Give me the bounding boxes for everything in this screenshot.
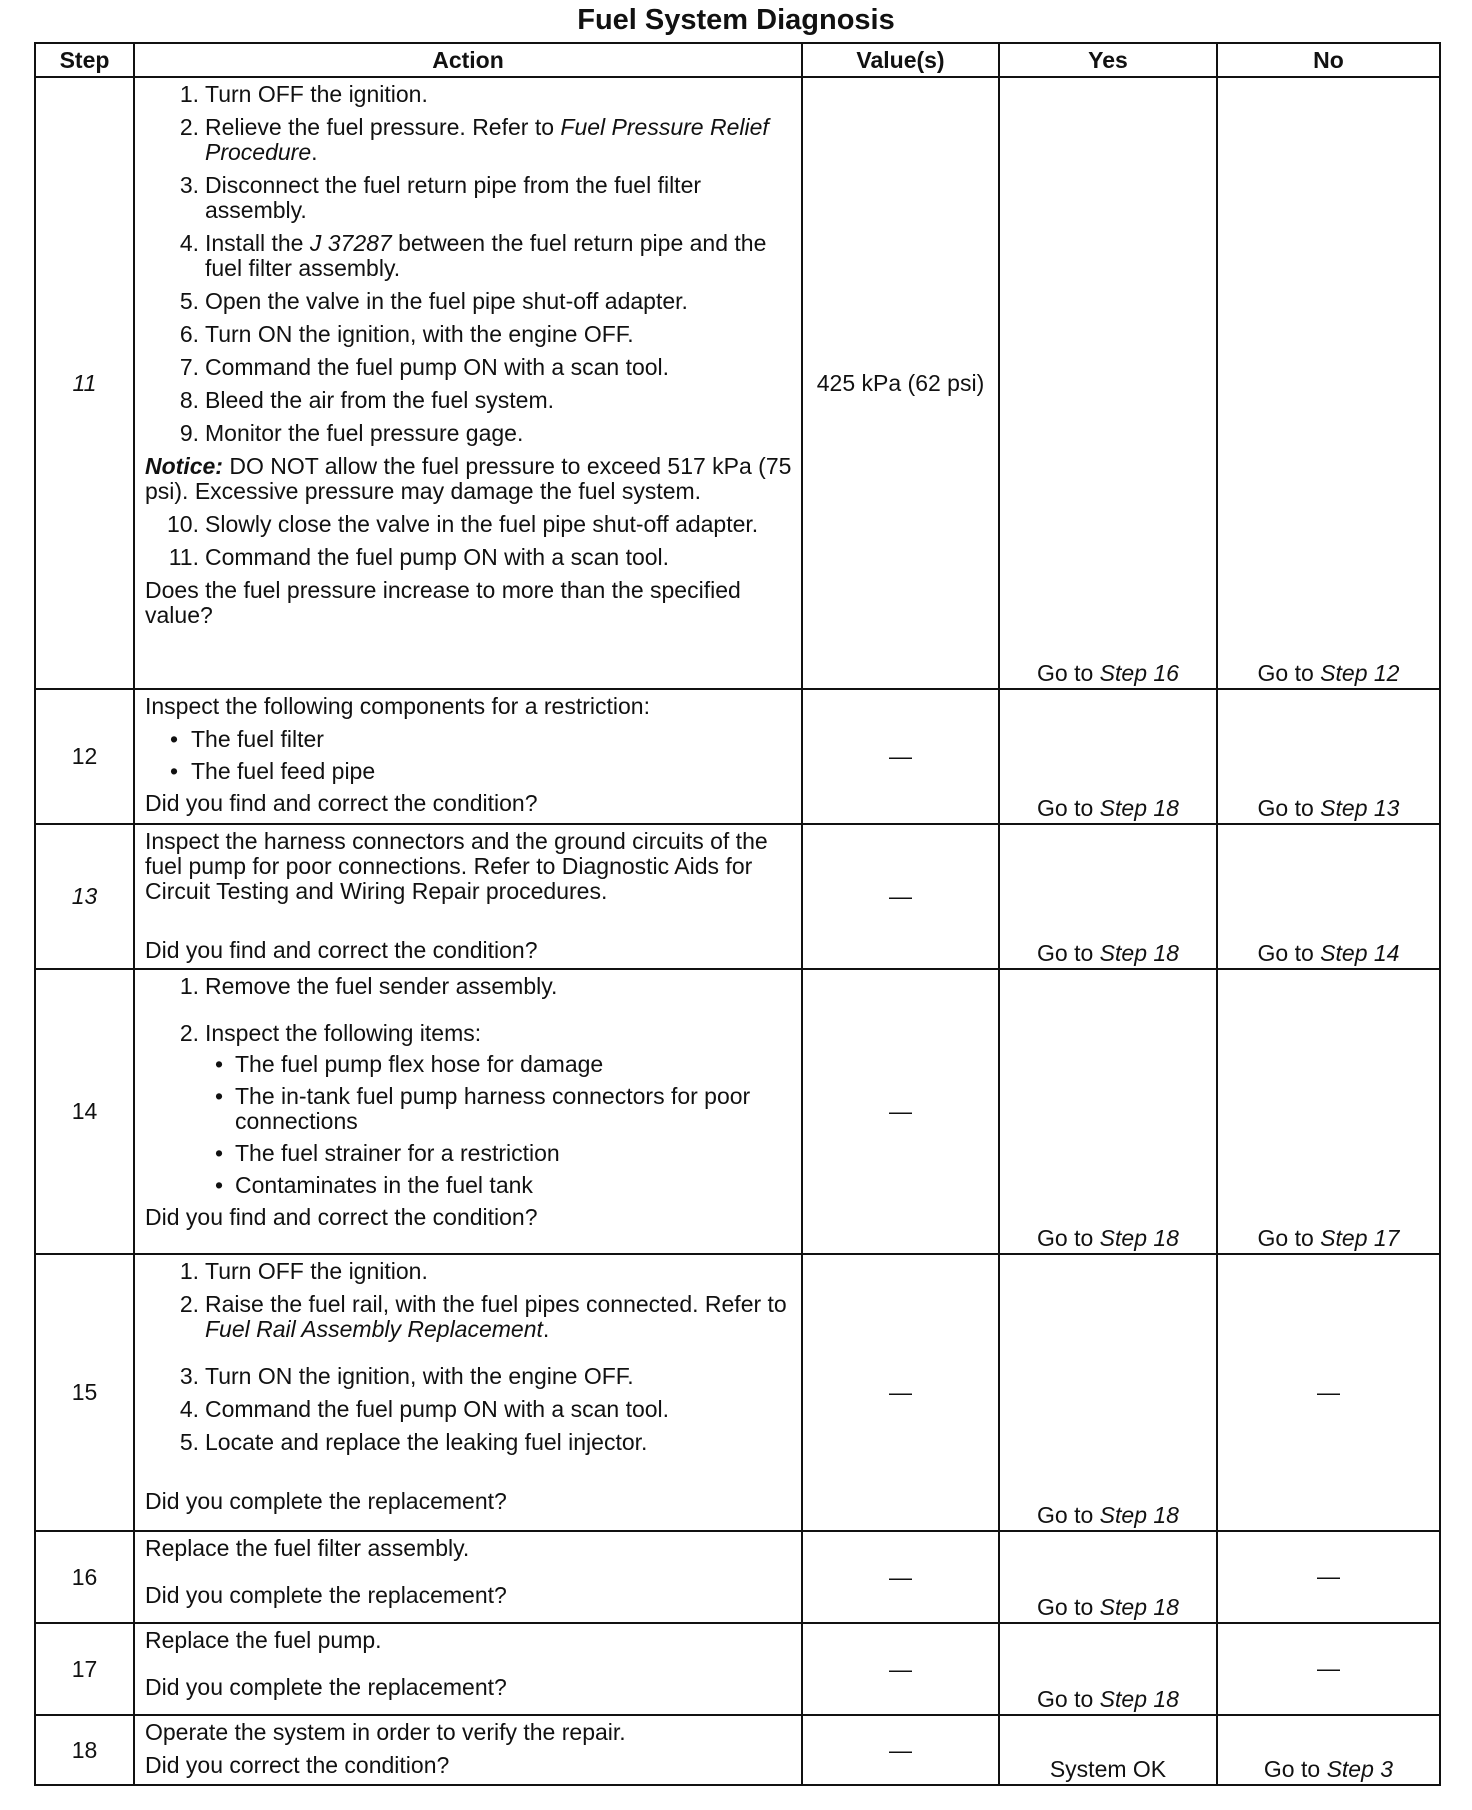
action-item: 5. Open the valve in the fuel pipe shut-off adapter. bbox=[179, 288, 688, 314]
value-cell: — bbox=[802, 969, 999, 1254]
step-number: 11 bbox=[35, 77, 134, 689]
header-values: Value(s) bbox=[802, 43, 999, 77]
yes-cell: Go to Step 18 bbox=[999, 1531, 1217, 1623]
yes-cell: Go to Step 18 bbox=[999, 1254, 1217, 1531]
header-yes: Yes bbox=[999, 43, 1217, 77]
action-item: 4. Install the J 37287 between the fuel return pipe and the fuel filter assembly. bbox=[179, 230, 767, 281]
action-question: Did you complete the replacement? bbox=[145, 1488, 507, 1514]
action-question: Did you find and correct the condition? bbox=[145, 937, 538, 963]
table-row-step-18 bbox=[35, 1715, 1440, 1785]
action-text: Operate the system in order to verify the repair. bbox=[145, 1719, 626, 1745]
no-cell: Go to Step 12 bbox=[1217, 77, 1440, 689]
yes-cell: Go to Step 16 bbox=[999, 77, 1217, 689]
action-item: 11. Command the fuel pump ON with a scan tool. bbox=[168, 544, 670, 570]
action-item: 8. Bleed the air from the fuel system. bbox=[179, 387, 554, 413]
bullet-item: • The in-tank fuel pump harness connectors for poor connections bbox=[145, 1084, 795, 1134]
step-number: 14 bbox=[35, 969, 134, 1254]
action-item: 6. Turn ON the ignition, with the engine OFF. bbox=[179, 321, 634, 347]
no-cell: Go to Step 3 bbox=[1217, 1715, 1440, 1785]
value-cell: — bbox=[802, 1623, 999, 1715]
action-item: 2. Relieve the fuel pressure. Refer to Fuel Pressure Relief Procedure. bbox=[179, 114, 769, 165]
bullet-item: • Contaminates in the fuel tank bbox=[145, 1173, 795, 1198]
action-cell bbox=[134, 1623, 802, 1715]
bullet-item: • The fuel strainer for a restriction bbox=[145, 1141, 795, 1166]
action-intro: Inspect the following components for a restriction: bbox=[145, 693, 650, 719]
action-cell bbox=[134, 77, 802, 689]
table-row-step-16 bbox=[35, 1531, 1440, 1623]
yes-cell: Go to Step 18 bbox=[999, 689, 1217, 824]
table-row-step-17 bbox=[35, 1623, 1440, 1715]
table-row-step-12 bbox=[35, 689, 1440, 824]
no-cell: — bbox=[1217, 1254, 1440, 1531]
bullet-item: • The fuel pump flex hose for damage bbox=[145, 1052, 795, 1077]
action-cell bbox=[134, 969, 802, 1254]
action-cell bbox=[134, 1715, 802, 1785]
table-row-step-14 bbox=[35, 969, 1440, 1254]
step-number: 16 bbox=[35, 1531, 134, 1623]
action-text: Replace the fuel pump. bbox=[145, 1627, 382, 1653]
action-question: Did you find and correct the condition? bbox=[145, 1204, 538, 1230]
action-text: Inspect the harness connectors and the ground circuits of the fuel pump for poor connections. Refer to Diagnostic Aids for Circuit Testing and Wiring Repair procedures. bbox=[145, 828, 768, 904]
action-cell bbox=[134, 689, 802, 824]
action-question: Did you complete the replacement? bbox=[145, 1674, 507, 1700]
table-row-step-13 bbox=[35, 824, 1440, 969]
action-item: 1. Remove the fuel sender assembly. bbox=[179, 973, 558, 999]
step-number: 18 bbox=[35, 1715, 134, 1785]
action-item: 1. Turn OFF the ignition. bbox=[179, 81, 428, 107]
bullet-item: • The fuel filter bbox=[145, 727, 795, 752]
action-cell bbox=[134, 824, 802, 969]
action-item: 7. Command the fuel pump ON with a scan tool. bbox=[179, 354, 670, 380]
action-question: Did you find and correct the condition? bbox=[145, 790, 538, 816]
action-cell bbox=[134, 1254, 802, 1531]
action-question: Did you correct the condition? bbox=[145, 1752, 450, 1778]
table-row-step-11 bbox=[35, 77, 1440, 689]
value-cell: — bbox=[802, 1531, 999, 1623]
action-item: 10. Slowly close the valve in the fuel pipe shut-off adapter. bbox=[167, 511, 759, 537]
action-text: Replace the fuel filter assembly. bbox=[145, 1535, 470, 1561]
action-item: 9. Monitor the fuel pressure gage. bbox=[179, 420, 524, 446]
value-cell: — bbox=[802, 1715, 999, 1785]
action-item: 3. Turn ON the ignition, with the engine OFF. bbox=[179, 1363, 634, 1389]
action-item: 2. Raise the fuel rail, with the fuel pipes connected. Refer to Fuel Rail Assembly Replacement. bbox=[179, 1291, 787, 1342]
yes-cell: Go to Step 18 bbox=[999, 969, 1217, 1254]
notice: Notice: DO NOT allow the fuel pressure to exceed 517 kPa (75 psi). Excessive pressure may damage the fuel system. bbox=[145, 453, 792, 504]
action-question: Does the fuel pressure increase to more than the specified value? bbox=[145, 577, 741, 628]
value-cell: 425 kPa (62 psi) bbox=[802, 77, 999, 689]
action-item: 1. Turn OFF the ignition. bbox=[179, 1258, 428, 1284]
table-row-step-15 bbox=[35, 1254, 1440, 1531]
page-title: Fuel System Diagnosis bbox=[577, 4, 895, 36]
yes-cell: System OK bbox=[999, 1715, 1217, 1785]
value-cell: — bbox=[802, 689, 999, 824]
step-number: 15 bbox=[35, 1254, 134, 1531]
no-cell: Go to Step 13 bbox=[1217, 689, 1440, 824]
yes-cell: Go to Step 18 bbox=[999, 1623, 1217, 1715]
header-step: Step bbox=[35, 43, 134, 77]
header-no: No bbox=[1217, 43, 1440, 77]
step-number: 13 bbox=[35, 824, 134, 969]
step-number: 17 bbox=[35, 1623, 134, 1715]
diagnosis-table bbox=[34, 42, 1441, 1786]
no-cell: — bbox=[1217, 1531, 1440, 1623]
no-cell: — bbox=[1217, 1623, 1440, 1715]
action-item: 4. Command the fuel pump ON with a scan tool. bbox=[179, 1396, 670, 1422]
action-cell bbox=[134, 1531, 802, 1623]
action-item: 2. Inspect the following items: bbox=[179, 1020, 482, 1046]
bullet-item: • The fuel feed pipe bbox=[145, 759, 795, 784]
no-cell: Go to Step 17 bbox=[1217, 969, 1440, 1254]
value-cell: — bbox=[802, 824, 999, 969]
action-item: 3. Disconnect the fuel return pipe from the fuel filter assembly. bbox=[179, 172, 702, 223]
step-number: 12 bbox=[35, 689, 134, 824]
action-question: Did you complete the replacement? bbox=[145, 1582, 507, 1608]
no-cell: Go to Step 14 bbox=[1217, 824, 1440, 969]
action-item: 5. Locate and replace the leaking fuel injector. bbox=[179, 1429, 648, 1455]
value-cell: — bbox=[802, 1254, 999, 1531]
header-row bbox=[35, 43, 1440, 77]
yes-cell: Go to Step 18 bbox=[999, 824, 1217, 969]
header-action: Action bbox=[134, 43, 802, 77]
